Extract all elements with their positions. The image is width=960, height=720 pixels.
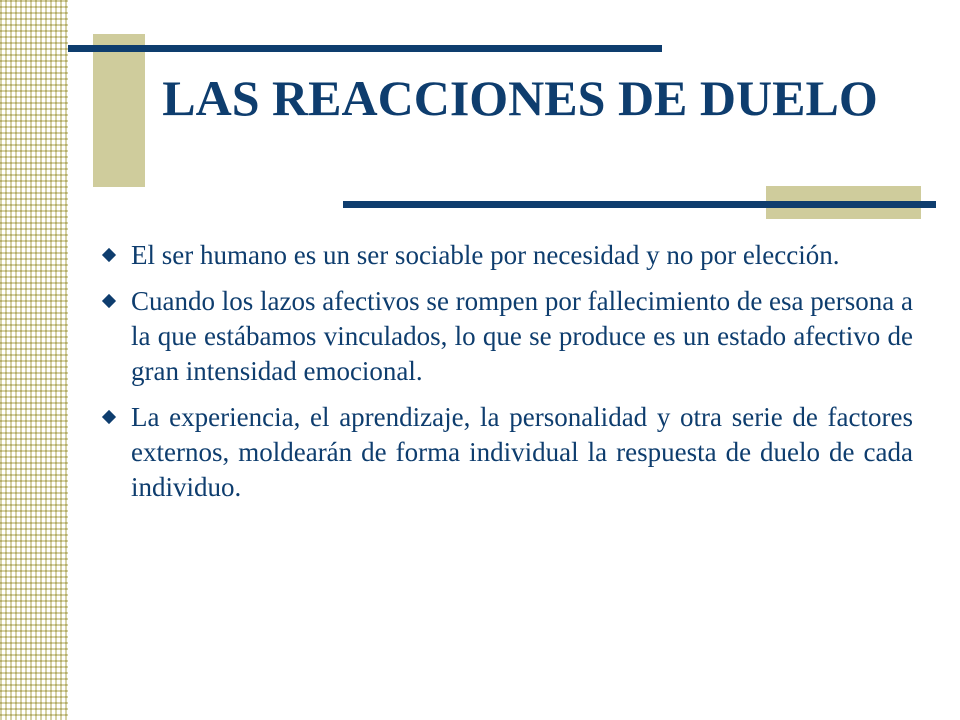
bullet-item: [98, 284, 913, 389]
bullet-text: Cuando los lazos afectivos se rompen por fallecimiento de esa persona a la que estábamos vinculados, lo que se produce es un estado afectivo de gran intensidad emocional.: [131, 286, 913, 386]
bullet-item: [98, 238, 913, 273]
decorative-block-top: [93, 34, 145, 187]
bullet-list: [98, 238, 913, 516]
slide-title: LAS REACCIONES DE DUELO: [162, 70, 878, 126]
bullet-item: [98, 400, 913, 505]
striped-side-band: [0, 0, 68, 720]
decorative-line-bottom: [343, 201, 936, 208]
bullet-text: El ser humano es un ser sociable por necesidad y no por elección.: [131, 240, 840, 270]
decorative-line-top: [68, 45, 662, 52]
bullet-text: La experiencia, el aprendizaje, la personalidad y otra serie de factores externos, moldearán de forma individual la respuesta de duelo de cada individuo.: [131, 402, 913, 502]
diamond-bullet-icon: [102, 410, 116, 424]
diamond-bullet-icon: [102, 248, 116, 262]
diamond-bullet-icon: [102, 294, 116, 308]
